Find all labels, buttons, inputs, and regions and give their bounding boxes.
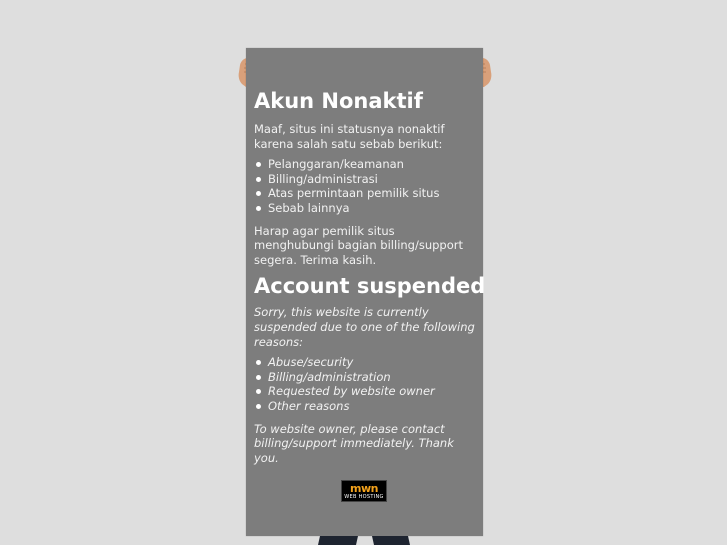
list-item: Billing/administrasi <box>268 172 475 187</box>
indonesian-section <box>254 88 475 267</box>
list-item: Other reasons <box>268 399 475 414</box>
english-reasons-list <box>254 355 475 413</box>
list-item: Abuse/security <box>268 355 475 370</box>
list-item: Requested by website owner <box>268 384 475 399</box>
logo-tagline: WEB HOSTING <box>344 493 384 500</box>
indonesian-intro: Maaf, situs ini statusnya nonaktif karena salah satu sebab berikut: <box>254 122 445 151</box>
logo-mark: mwn <box>350 481 378 495</box>
indonesian-outro: Harap agar pemilik situs menghubungi bagian billing/support segera. Terima kasih. <box>254 223 463 267</box>
list-item: Billing/administration <box>268 370 475 385</box>
indonesian-title: Akun Nonaktif <box>254 89 423 113</box>
list-item: Sebab lainnya <box>268 201 475 216</box>
list-item: Pelanggaran/keamanan <box>268 157 475 172</box>
list-item: Atas permintaan pemilik situs <box>268 186 475 201</box>
indonesian-reasons-list <box>254 157 475 215</box>
legs-icon <box>318 536 410 545</box>
english-intro: Sorry, this website is currently suspended due to one of the following reasons: <box>254 305 475 349</box>
english-section <box>254 273 486 465</box>
hosting-logo[interactable] <box>341 480 387 502</box>
suspended-sign <box>246 48 486 536</box>
english-outro: To website owner, please contact billing/support immediately. Thank you. <box>254 421 454 465</box>
english-title: Account suspended <box>254 274 486 299</box>
